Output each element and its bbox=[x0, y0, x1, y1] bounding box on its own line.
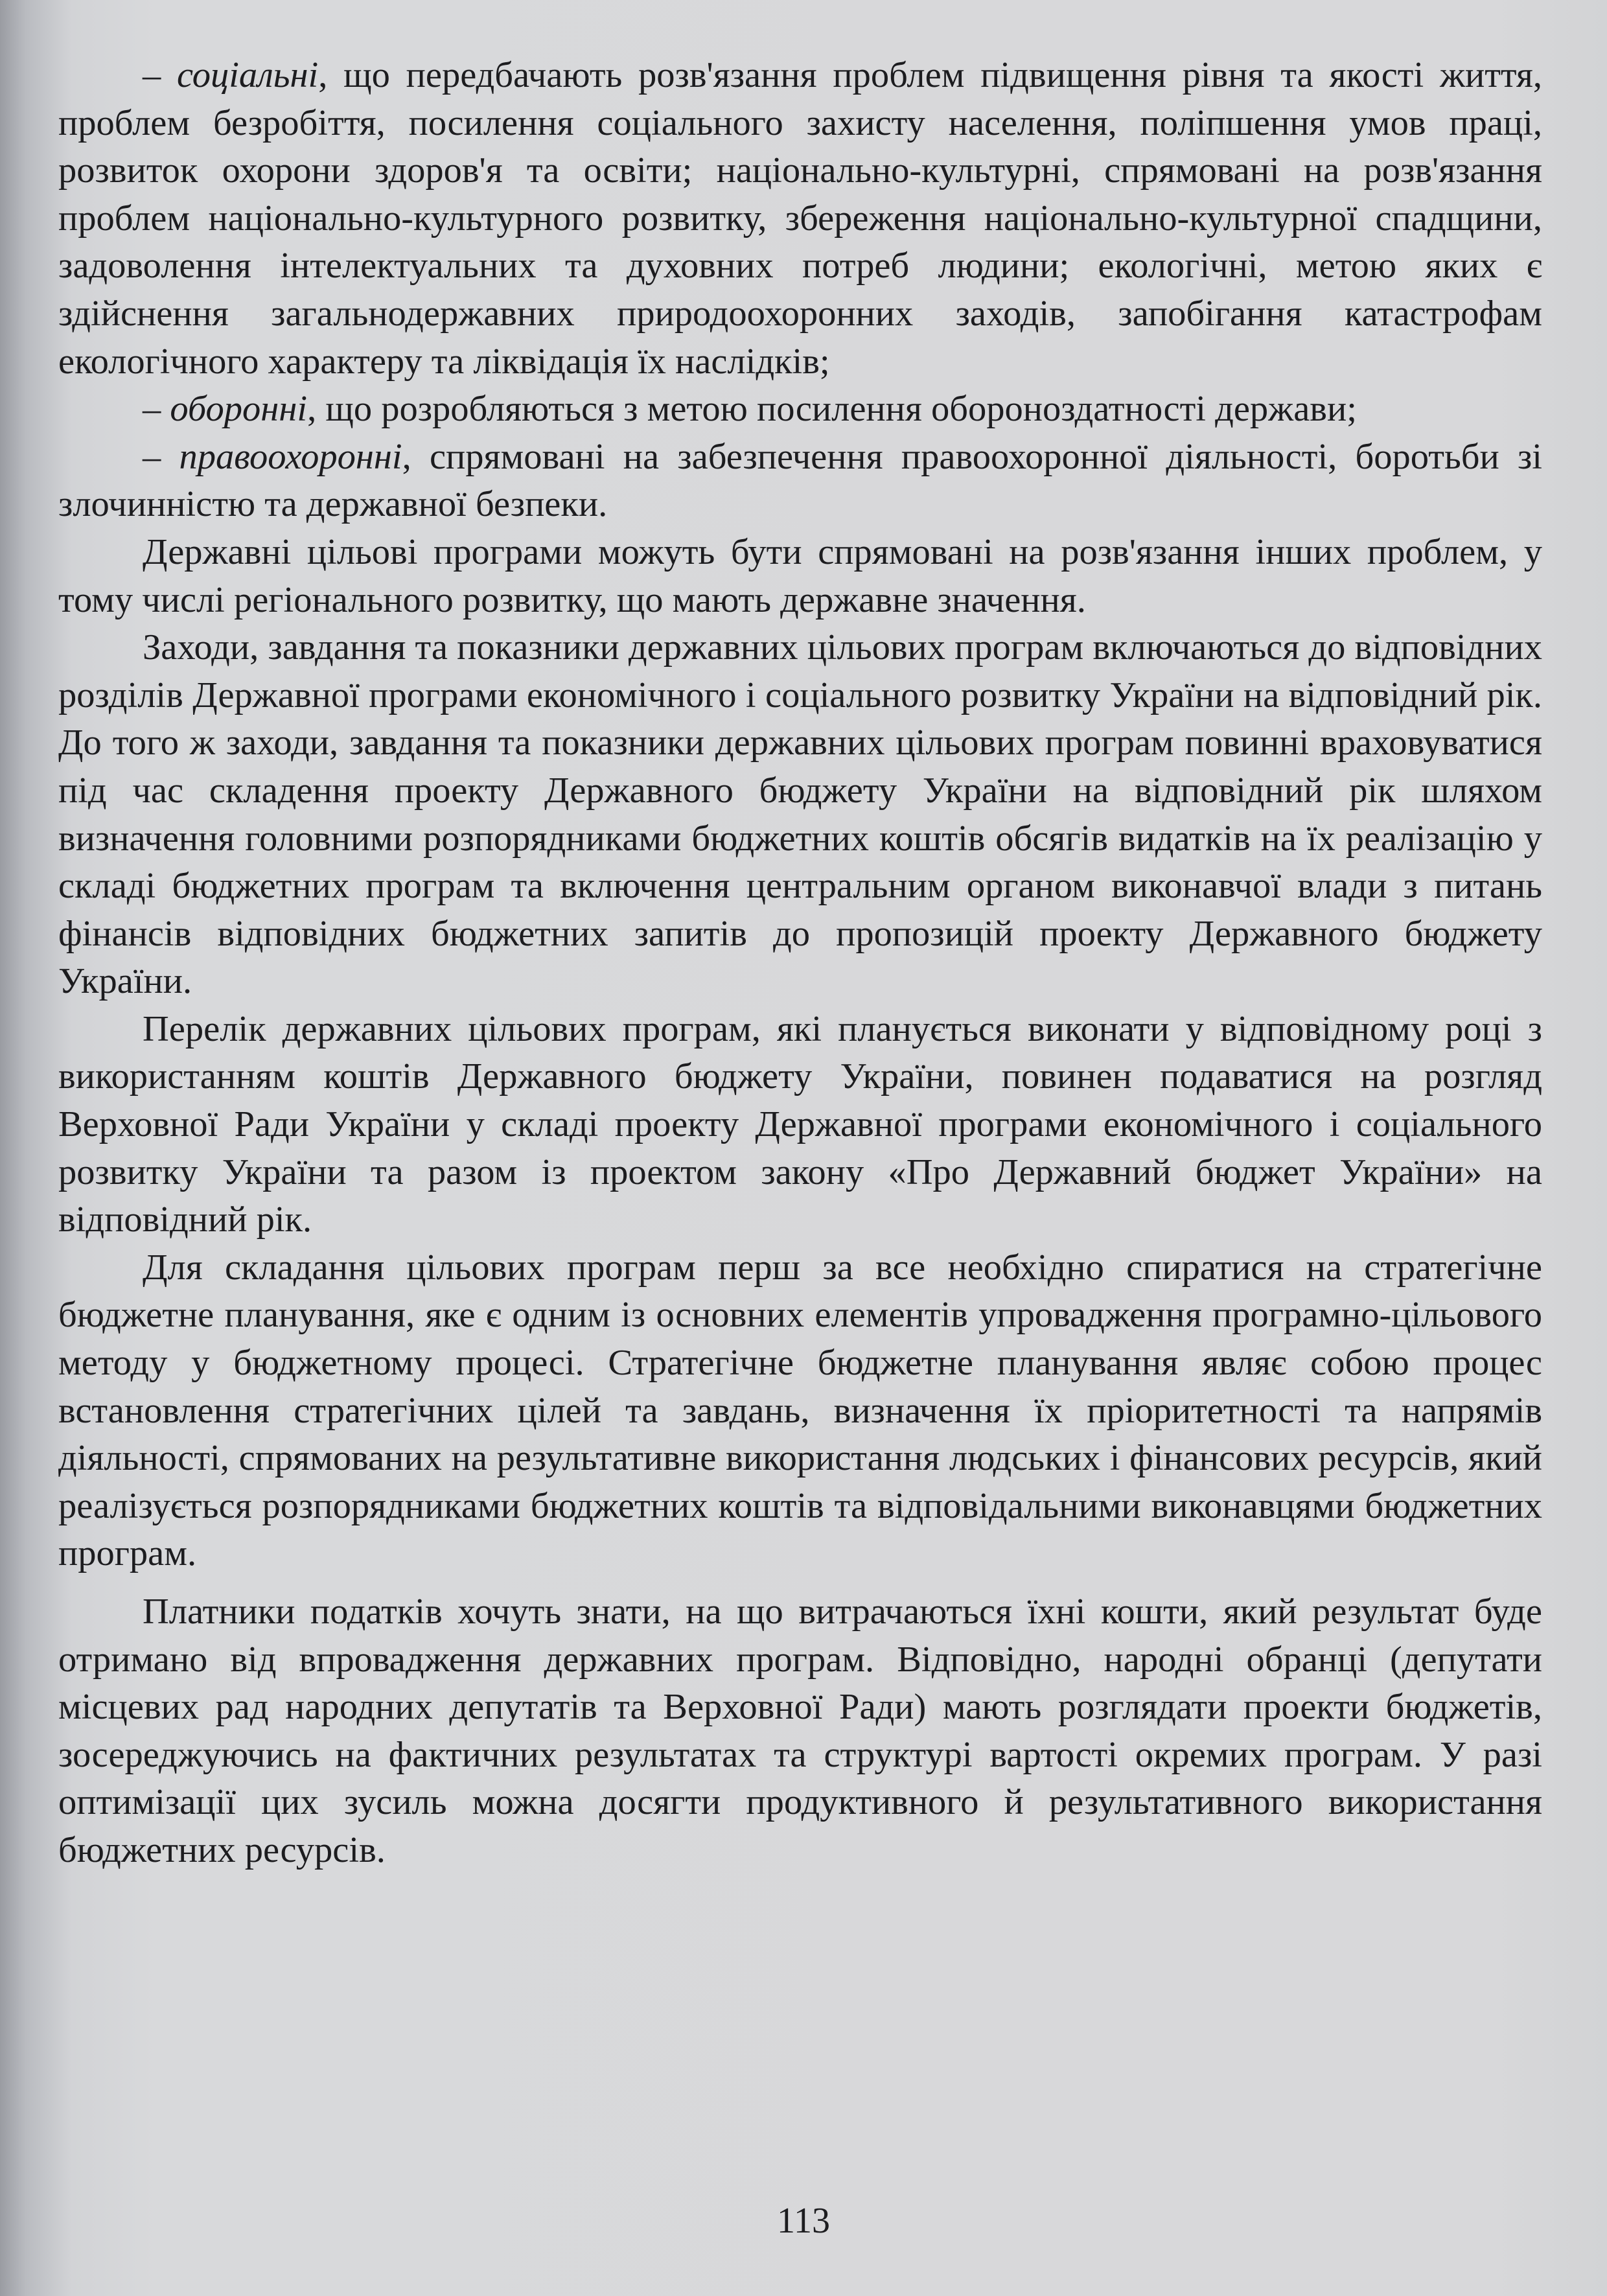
paragraph-measures-tasks: Заходи, завдання та показники державних цільових програм включаються до відповідних розділів Державної програми економічного і соціального розвитку України на відповідний рік. До того ж заходи, завдання та показники державних цільових програм повинні враховуватися під час складення проекту Державного бюджету України на відповідний рік шляхом визначення головними розпорядниками бюджетних коштів обсягів видатків на їх реалізацію у складі бюджетних програм та включення центральним органом виконавчої влади з питань фінансів відповідних бюджетних запитів до пропозицій проекту Державного бюджету України. bbox=[58, 627, 1542, 1002]
paragraph-program-list: Перелік державних цільових програм, які планується виконати у відповідному році з використанням коштів Державного бюджету України, повинен подаватися на розгляд Верховної Ради України у складі проекту Державної програми економічного і соціального розвитку України та разом із проектом закону «Про Державний бюджет України» на відповідний рік. bbox=[58, 1008, 1542, 1240]
paragraph-law-enforcement-programs: – правоохоронні, спрямовані на забезпечення правоохоронної діяльності, боротьби зі злочинністю та державної безпеки. bbox=[58, 436, 1542, 525]
term-social: соціальні bbox=[177, 55, 319, 95]
term-law-enforcement: правоохоронні bbox=[179, 436, 402, 477]
paragraph-taxpayers: Платники податків хочуть знати, на що витрачаються їхні кошти, який результат буде отримано від впровадження державних програм. Відповідно, народні обранці (депутати місцевих рад народних депутатів та Верховної Ради) мають розглядати проекти бюджетів, зосереджуючись на фактичних результатах та структурі вартості окремих програм. У разі оптимізації цих зусиль можна досягти продуктивного й результативного використання бюджетних ресурсів. bbox=[58, 1592, 1542, 1870]
paragraph-social-programs: – соціальні, що передбачають розв'язання проблем підвищення рівня та якості життя, проблем безробіття, посилення соціального захисту населення, поліпшення умов праці, розвиток охорони здоров'я та освіти; національно-культурні, спрямовані на розв'язання проблем національно-культурного розвитку, збереження національно-культурної спадщини, задоволення інтелектуальних та духовних потреб людини; екологічні, метою яких є здійснення загальнодержавних природоохоронних заходів, запобігання катастрофам екологічного характеру та ліквідація їх наслідків; bbox=[58, 55, 1542, 382]
term-defense: оборонні bbox=[170, 389, 308, 430]
paragraph-strategic-planning: Для складання цільових програм перш за все необхідно спиратися на стратегічне бюджетне планування, яке є одним із основних елементів упровадження програмно-цільового методу у бюджетному процесі. Стратегічне бюджетне планування являє собою процес встановлення стратегічних цілей та завдань, визначення їх пріоритетності та напрямів діяльності, спрямованих на результативне використання людських і фінансових ресурсів, який реалізується розпорядниками бюджетних коштів та відповідальними виконавцями бюджетних програм. bbox=[58, 1247, 1542, 1574]
body-text bbox=[58, 52, 1542, 1875]
page-number: 113 bbox=[777, 2201, 830, 2241]
paragraph-defense-programs: – оборонні, що розробляються з метою посилення обороноздатності держави; bbox=[143, 389, 1357, 430]
paragraph-other-problems: Державні цільові програми можуть бути спрямовані на розв'язання інших проблем, у тому числі регіонального розвитку, що мають державне значення. bbox=[58, 531, 1542, 620]
